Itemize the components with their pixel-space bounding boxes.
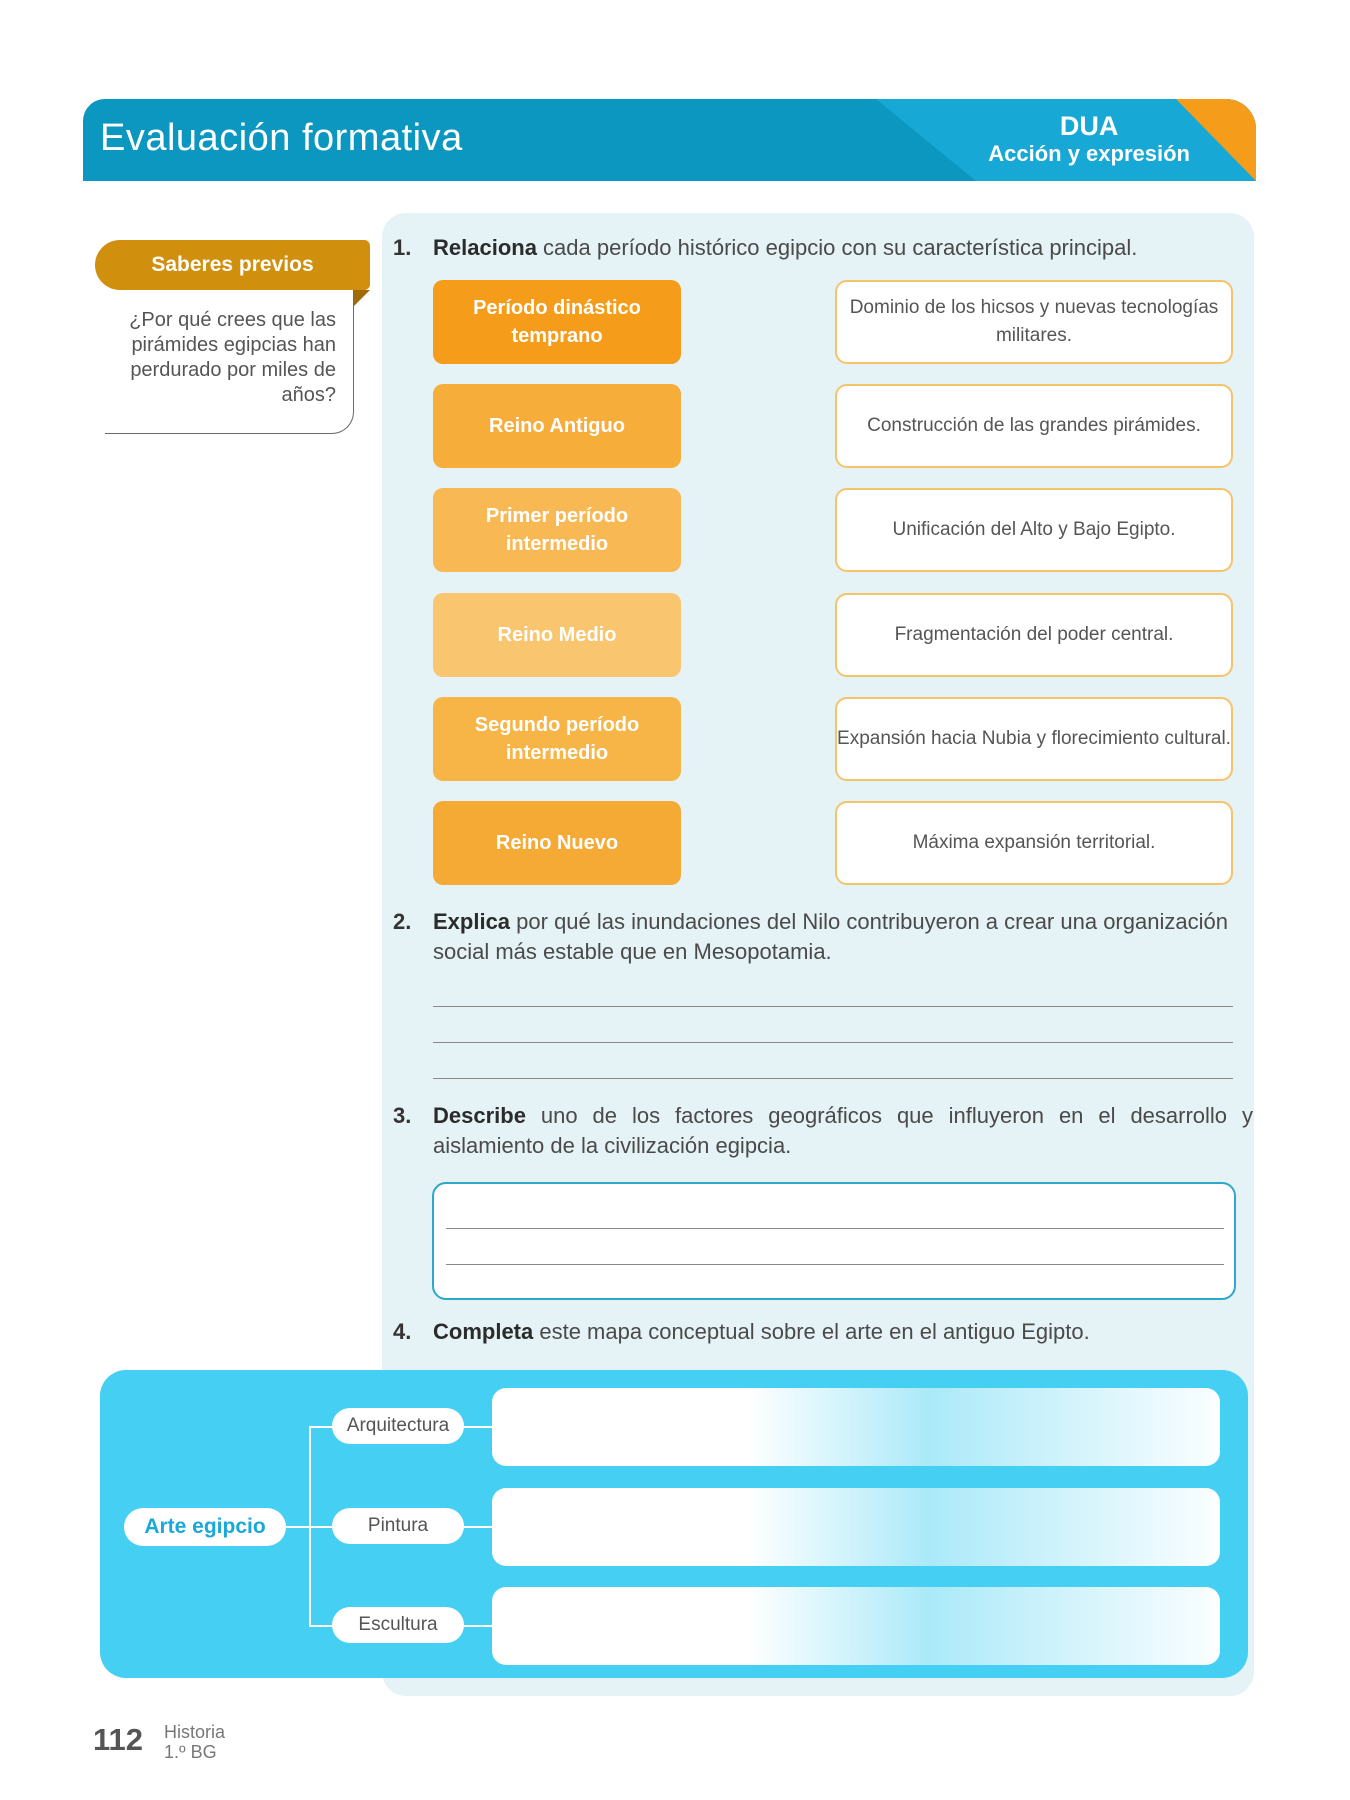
- question-2: [393, 907, 1253, 971]
- concept-node-arquitectura: Arquitectura: [332, 1408, 464, 1444]
- grade-label: 1.º BG: [164, 1742, 217, 1762]
- answer-line-3[interactable]: [433, 1078, 1233, 1079]
- feature-box[interactable]: Expansión hacia Nubia y florecimiento cultural.: [835, 697, 1233, 781]
- question-number: 2.: [393, 909, 412, 934]
- answer-line-1: [446, 1228, 1224, 1229]
- concept-node-escultura: Escultura: [332, 1607, 464, 1643]
- footer-subject: [164, 1722, 225, 1762]
- question-text: por qué las inundaciones del Nilo contribuyeron a crear una organización social más estable que en Mesopotamia.: [433, 909, 1228, 964]
- concept-answer-field-2[interactable]: [492, 1488, 1220, 1566]
- period-box[interactable]: Segundo período intermedio: [433, 697, 681, 781]
- question-3: [393, 1101, 1253, 1165]
- feature-box[interactable]: Máxima expansión territorial.: [835, 801, 1233, 885]
- question-text: cada período histórico egipcio con su característica principal.: [536, 235, 1138, 260]
- question-verb: Describe: [433, 1103, 526, 1128]
- question-4: [393, 1317, 1253, 1347]
- dua-title: DUA: [1059, 111, 1119, 141]
- connector: [464, 1625, 494, 1627]
- dua-subtitle: Acción y expresión: [988, 141, 1190, 166]
- question-number: 1.: [393, 235, 412, 260]
- question-text: uno de los factores geográficos que influyeron en el desarrollo y aislamiento de la civilización egipcia.: [433, 1103, 1253, 1158]
- page-number: 112: [93, 1722, 144, 1757]
- period-box[interactable]: Primer período intermedio: [433, 488, 681, 572]
- connector: [309, 1526, 333, 1528]
- question-verb: Relaciona: [433, 235, 537, 260]
- connector: [309, 1625, 333, 1627]
- question-verb: Explica: [433, 909, 511, 934]
- answer-line-1[interactable]: [433, 1006, 1233, 1007]
- feature-box[interactable]: Dominio de los hicsos y nuevas tecnologías militares.: [835, 280, 1233, 364]
- question-text: este mapa conceptual sobre el arte en el antiguo Egipto.: [533, 1319, 1090, 1344]
- connector: [286, 1526, 310, 1528]
- question-1: [393, 233, 1253, 263]
- saberes-question: ¿Por qué crees que las pirámides egipcias han perdurado por miles de años?: [129, 309, 336, 406]
- period-box[interactable]: Reino Medio: [433, 593, 681, 677]
- page-title: Evaluación formativa: [100, 117, 463, 159]
- concept-answer-field-3[interactable]: [492, 1587, 1220, 1665]
- saberes-tab: Saberes previos: [95, 240, 370, 290]
- feature-box[interactable]: Fragmentación del poder central.: [835, 593, 1233, 677]
- question-number: 3.: [393, 1103, 412, 1128]
- subject-name: Historia: [164, 1722, 226, 1742]
- connector: [464, 1526, 494, 1528]
- concept-root: Arte egipcio: [124, 1508, 286, 1546]
- concept-map: [100, 1370, 1248, 1678]
- feature-box[interactable]: Construcción de las grandes pirámides.: [835, 384, 1233, 468]
- period-box[interactable]: Reino Antiguo: [433, 384, 681, 468]
- connector: [309, 1426, 333, 1428]
- answer-box[interactable]: [432, 1182, 1236, 1300]
- connector: [464, 1426, 494, 1428]
- answer-line-2: [446, 1264, 1224, 1265]
- concept-answer-field-1[interactable]: [492, 1388, 1220, 1466]
- feature-box[interactable]: Unificación del Alto y Bajo Egipto.: [835, 488, 1233, 572]
- header-banner: [83, 99, 1256, 181]
- period-box[interactable]: Período dinástico temprano: [433, 280, 681, 364]
- question-number: 4.: [393, 1319, 412, 1344]
- answer-line-2[interactable]: [433, 1042, 1233, 1043]
- question-verb: Completa: [433, 1319, 534, 1344]
- period-box[interactable]: Reino Nuevo: [433, 801, 681, 885]
- concept-node-pintura: Pintura: [332, 1508, 464, 1544]
- dua-label: [988, 111, 1190, 167]
- saberes-tab-fold: [354, 290, 370, 306]
